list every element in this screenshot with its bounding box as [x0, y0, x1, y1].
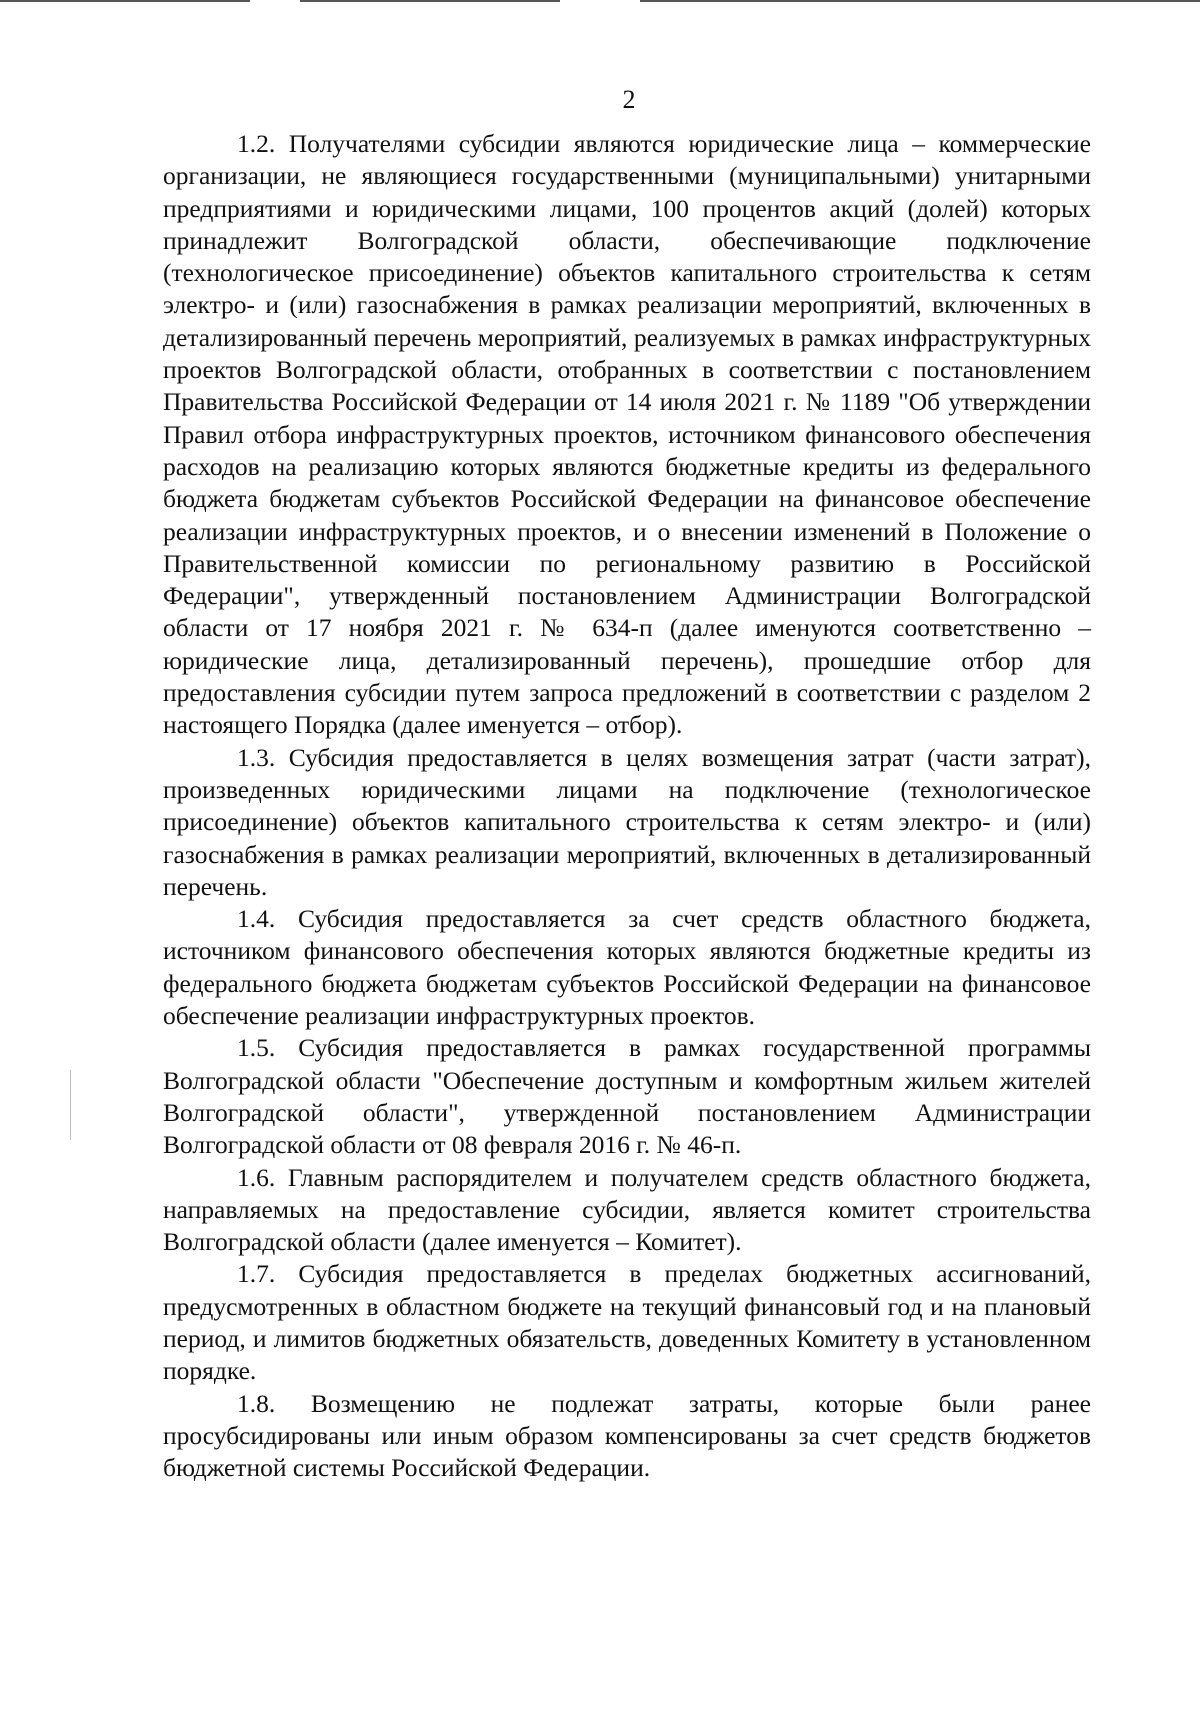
paragraph-1-4: 1.4. Субсидия предоставляется за счет средств областного бюджета, источником финансового обеспечения которых являются бюджетные кредиты из федерального бюджета бюджетам субъектов Российской Федерации на финансовое обеспечение реализации инфраструктурных проектов.: [163, 904, 1091, 1031]
scan-edge-line: [640, 0, 1200, 2]
scan-margin-mark: [70, 1070, 71, 1140]
paragraph-1-3: 1.3. Субсидия предоставляется в целях возмещения затрат (части затрат), произведенных юридическими лицами на подключение (технологическое присоединение) объектов капитального строительства к сетям электро- и (или) газоснабжения в рамках реализации мероприятий, включенных в детализированный перечень.: [163, 742, 1091, 901]
paragraph-1-5: 1.5. Субсидия предоставляется в рамках государственной программы Волгоградской области "Обеспечение доступным и комфортным жильем жителей Волгоградской области", утвержденной постановлением Администрации Волгоградской области от 08 февраля 2016 г. № 46-п.: [163, 1033, 1091, 1160]
paragraph-1-2: 1.2. Получателями субсидии являются юридические лица – коммерческие организации, не являющиеся государственными (муниципальными) унитарными предприятиями и юридическими лицами, 100 процентов акций (долей) которых принадлежит Волгоградской области, обеспечивающие подключение (технологическое присоединение) объектов капитального строительства к сетям электро- и (или) газоснабжения в рамках реализации мероприятий, включенных в детализированный перечень мероприятий, реализуемых в рамках инфраструктурных проектов Волгоградской области, отобранных в соответствии с постановлением Правительства Российской Федерации от 14 июля 2021 г. № 1189 "Об утверждении Правил отбора инфраструктурных проектов, источником финансового обеспечения расходов на реализацию которых являются бюджетные кредиты из федерального бюджета бюджетам субъектов Российской Федерации на финансовое обеспечение реализации инфраструктурных проектов, и о внесении изменений в Положение о Правительственной комиссии по региональному развитию в Российской Федерации", утвержденный постановлением Администрации Волгоградской области от 17 ноября 2021 г. № 634-п (далее именуются соответственно – юридические лица, детализированный перечень), прошедшие отбор для предоставления субсидии путем запроса предложений в соответствии с разделом 2 настоящего Порядка (далее именуется – отбор).: [163, 129, 1091, 740]
scan-edge-line: [0, 0, 250, 2]
paragraph-1-6: 1.6. Главным распорядителем и получателем средств областного бюджета, направляемых на предоставление субсидии, является комитет строительства Волгоградской области (далее именуется – Комитет).: [163, 1162, 1091, 1257]
page-number: 2: [622, 85, 636, 114]
paragraph-1-7: 1.7. Субсидия предоставляется в пределах бюджетных ассигнований, предусмотренных в областном бюджете на текущий финансовый год и на плановый период, и лимитов бюджетных обязательств, доведенных Комитету в установленном порядке.: [163, 1259, 1091, 1386]
paragraph-1-8: 1.8. Возмещению не подлежат затраты, которые были ранее просубсидированы или иным образом компенсированы за счет средств бюджетов бюджетной системы Российской Федерации.: [163, 1388, 1091, 1483]
scan-edge-line: [300, 0, 560, 2]
document-body: [163, 128, 1091, 1484]
